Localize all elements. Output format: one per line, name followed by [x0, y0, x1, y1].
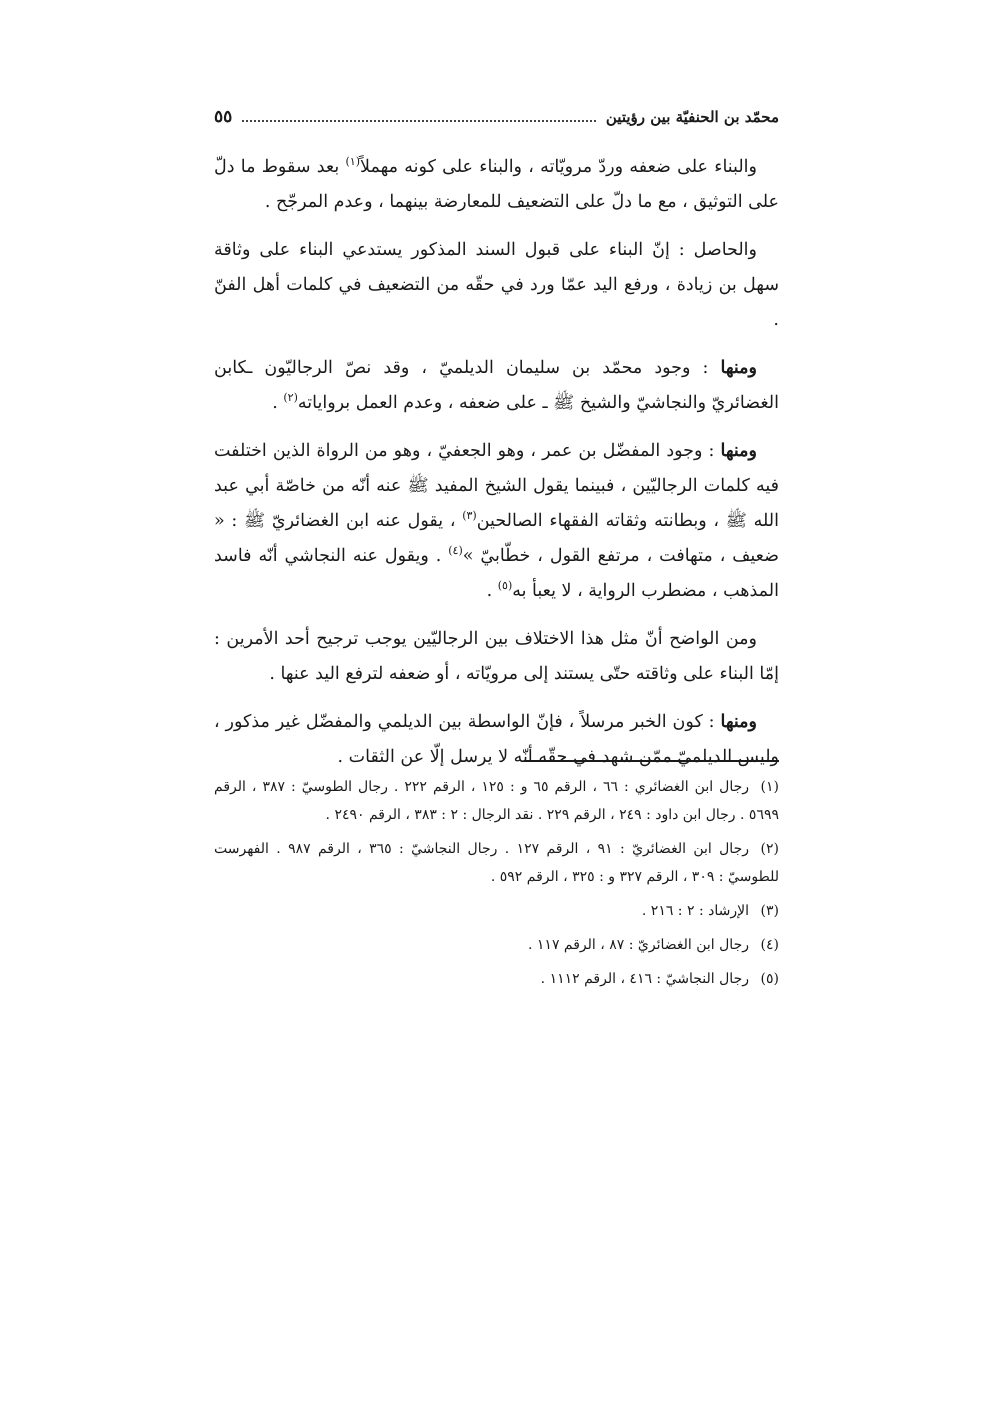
footnote-number: (٣) [760, 903, 779, 919]
paragraph-text: والبناء على ضعفه وردّ مرويّاته ، والبناء على كونه مهملاً [360, 157, 757, 177]
footnote-reference[interactable]: (٤) [448, 544, 463, 558]
paragraph-text: : كون الخبر مرسلاً ، فإنّ الواسطة بين الديلمي والمفضّل غير مذكور ، وليس الديلميّ ممّن شهد في حقّه أنّه لا يرسل إلّا عن الثقات . [214, 712, 779, 767]
paragraph-text: ، يقول عنه ابن الغضائريّ ﷺ : « ضعيف ، متهافت ، مرتفع القول ، خطّابيّ » [214, 511, 779, 566]
paragraph-text: بعد سقوط ما دلّ على التوثيق ، مع ما دلّ على التضعيف للمعارضة بينهما ، وعدم المرجّح . [214, 157, 779, 212]
page-number: ٥٥ [214, 107, 233, 127]
paragraph [214, 622, 779, 692]
paragraph-text: . [486, 581, 498, 601]
paragraph-text: والحاصل : إنّ البناء على قبول السند المذكور يستدعي البناء على وثاقة سهل بن زيادة ، ورفع اليد عمّا ورد في حقّه من التضعيف في كلمات أهل الفنّ . [214, 240, 779, 330]
paragraph [214, 233, 779, 338]
paragraph [214, 434, 779, 609]
footnotes [214, 773, 779, 999]
footnote-item [214, 835, 779, 891]
paragraph-text: : وجود محمّد بن سليمان الديلميّ ، وقد نصّ الرجاليّون ـكابن الغضائريّ والنجاشيّ والشيخ ﷺ ـ على ضعفه ، وعدم العمل برواياته [214, 358, 779, 413]
footnote-number: (١) [760, 779, 779, 795]
footnote-reference[interactable]: (١) [345, 155, 361, 169]
footnote-reference[interactable]: (٣) [462, 509, 477, 523]
footnote-separator [524, 760, 779, 762]
footnote-item [214, 965, 779, 993]
paragraph-text: . [272, 393, 284, 413]
paragraph [214, 351, 779, 421]
footnote-reference[interactable]: (٢) [283, 391, 298, 405]
footnote-text: رجال ابن الغضائريّ : ٨٧ ، الرقم ١١٧ . [528, 937, 749, 953]
footnote-text: رجال ابن الغضائري : ٦٦ ، الرقم ٦٥ و : ١٢٥ ، الرقم ٢٢٢ . رجال الطوسيّ : ٣٨٧ ، الرقم ٥٦٩٩ . رجال ابن داود : ٢٤٩ ، الرقم ٢٢٩ . نقد الرجال : ٢ : ٣٨٣ ، الرقم ٢٤٩٠ . [214, 779, 779, 823]
running-title: محمّد بن الحنفيّة بين رؤيتين [605, 108, 779, 126]
running-header [214, 104, 779, 130]
paragraph-text: . ويقول عنه النجاشي أنّه فاسد المذهب ، مضطرب الرواية ، لا يعبأ به [214, 546, 779, 601]
footnote-text: رجال ابن الغضائريّ : ٩١ ، الرقم ١٢٧ . رجال النجاشيّ : ٣٦٥ ، الرقم ٩٨٧ . الفهرست للطوسيّ : ٣٠٩ ، الرقم ٣٢٧ و : ٣٢٥ ، الرقم ٥٩٢ . [214, 841, 779, 885]
paragraph-lead-word: ومنها [720, 712, 757, 732]
footnote-number: (٢) [760, 841, 779, 857]
footnote-number: (٤) [760, 937, 779, 953]
footnote-item [214, 773, 779, 829]
footnote-reference[interactable]: (٥) [497, 579, 513, 593]
footnote-item [214, 897, 779, 925]
footnote-item [214, 931, 779, 959]
paragraph-lead-word: ومنها [720, 358, 757, 378]
paragraph [214, 150, 779, 220]
footnote-text: الإرشاد : ٢ : ٢١٦ . [641, 903, 749, 919]
header-dot-leader [242, 120, 596, 122]
paragraph-lead-word: ومنها [720, 441, 757, 461]
paragraph [214, 705, 779, 775]
paragraph-text: : وجود المفضّل بن عمر ، وهو الجعفيّ ، وهو من الرواة الذين اختلفت فيه كلمات الرجاليّين ، فبينما يقول الشيخ المفيد ﷺ عنه أنّه من خاصّة أبي عبد الله ﷺ ، وبطانته وثقاته الفقهاء الصالحين [214, 441, 779, 531]
paragraph-text: ومن الواضح أنّ مثل هذا الاختلاف بين الرجاليّين يوجب ترجيح أحد الأمرين : إمّا البناء على وثاقته حتّى يستند إلى مرويّاته ، أو ضعفه لترفع اليد عنها . [214, 629, 779, 684]
footnote-text: رجال النجاشيّ : ٤١٦ ، الرقم ١١١٢ . [540, 971, 749, 987]
footnote-number: (٥) [760, 971, 779, 987]
main-text [214, 150, 779, 788]
